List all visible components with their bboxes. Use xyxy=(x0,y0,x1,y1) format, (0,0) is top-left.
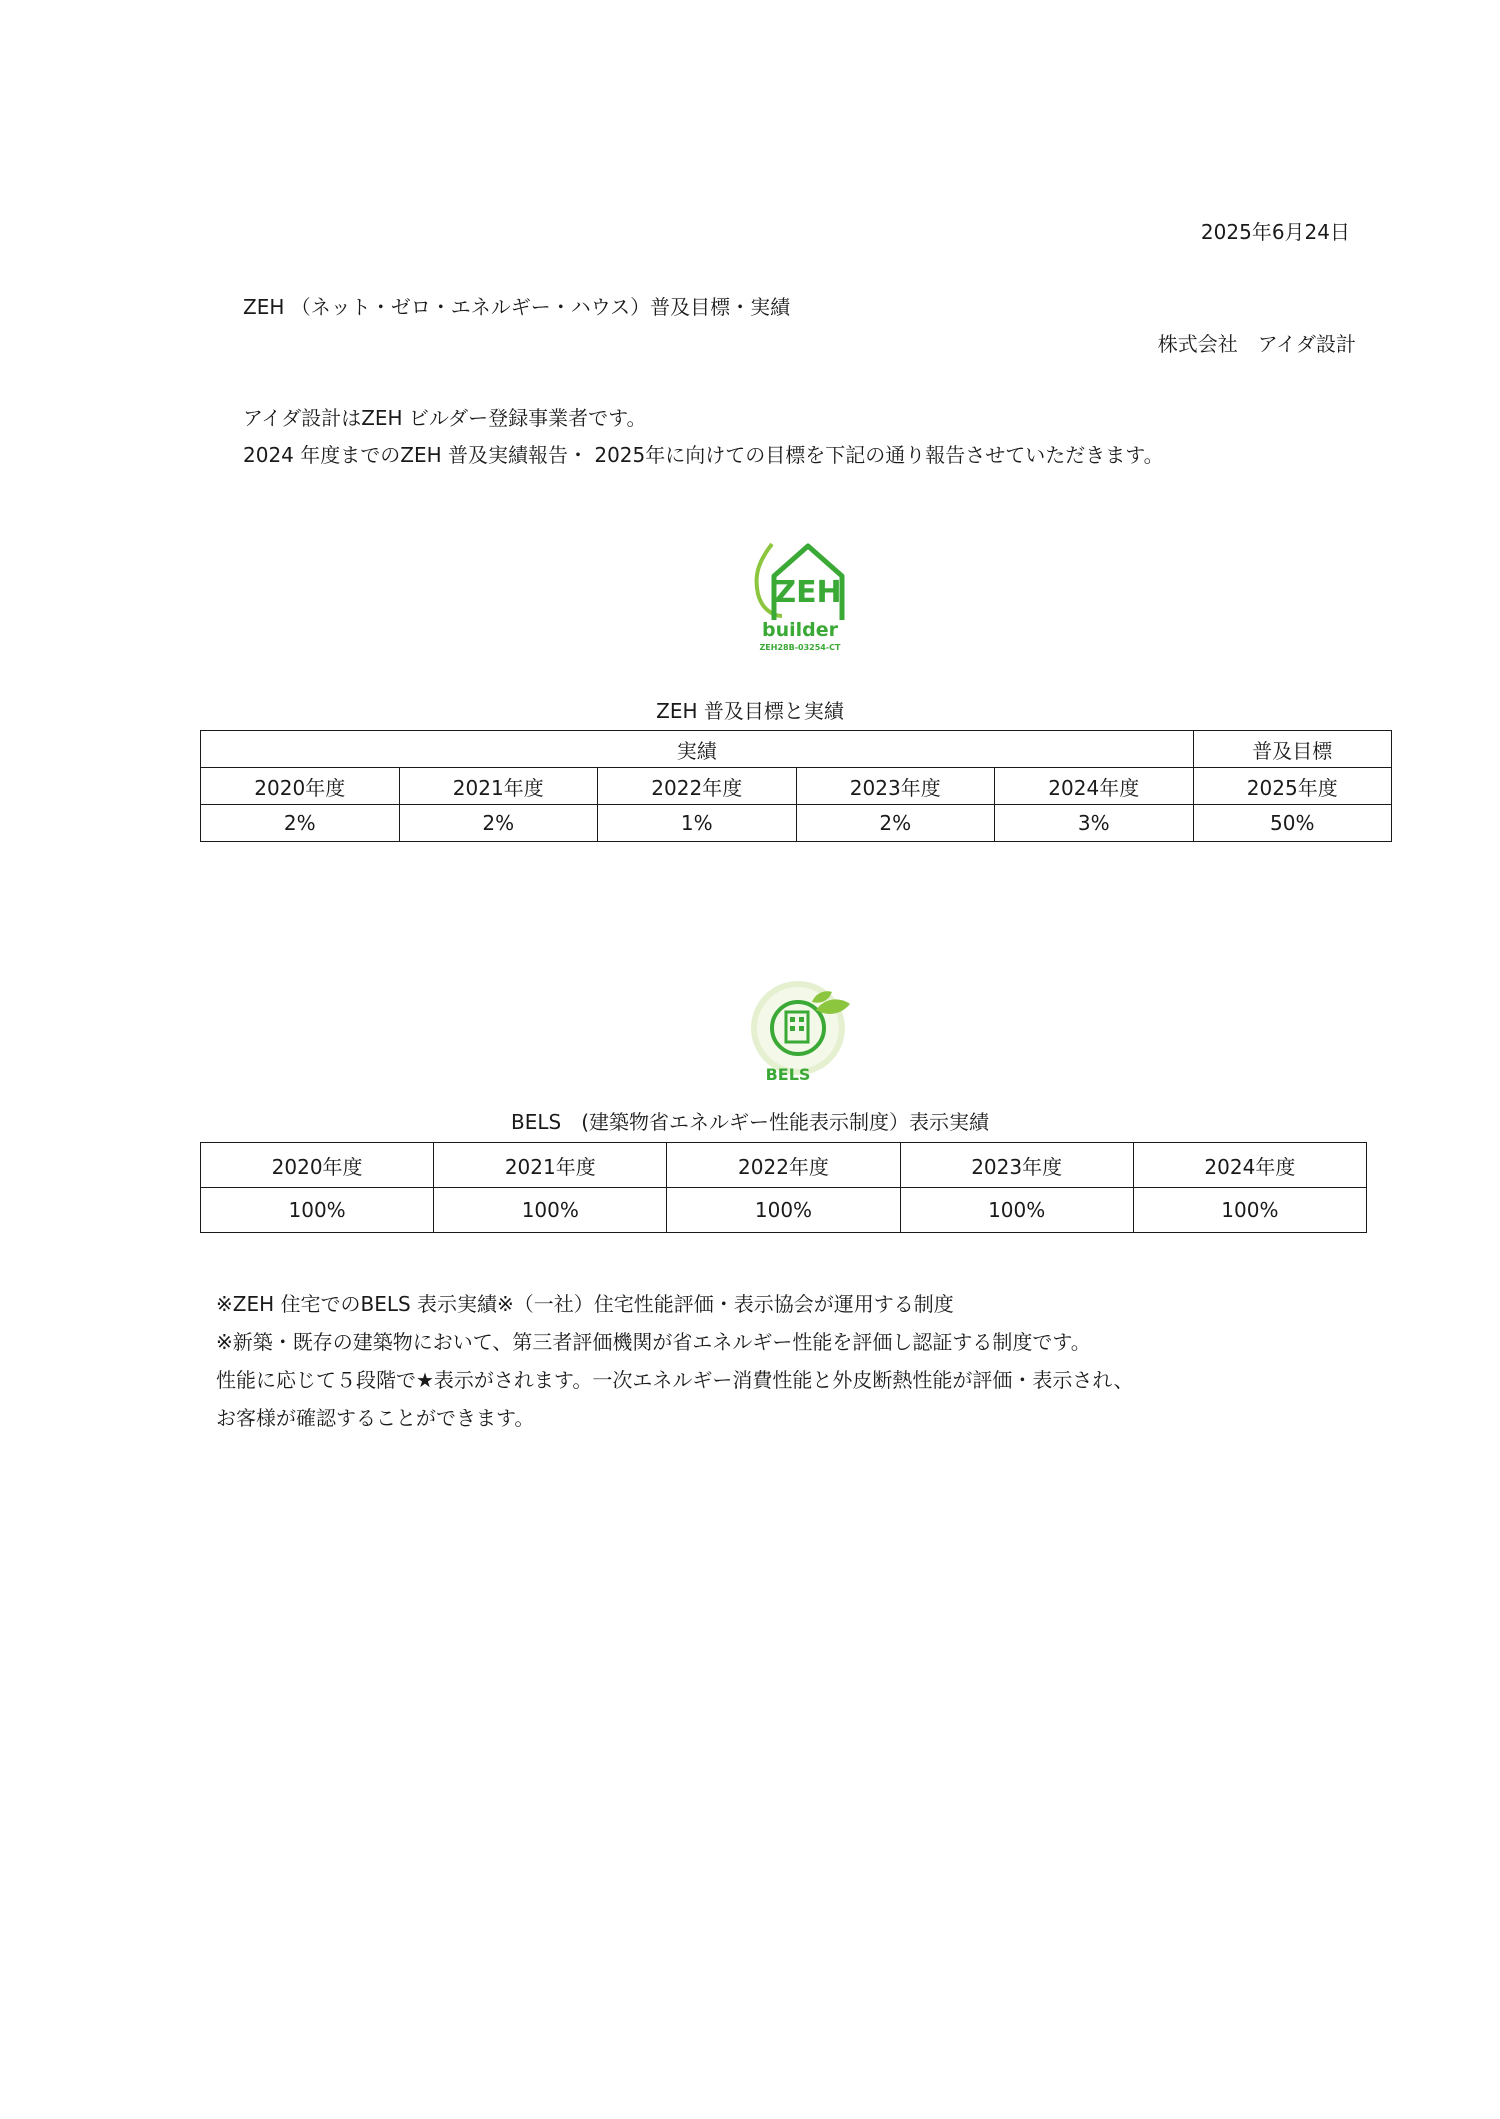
bels-value-cell: 100% xyxy=(900,1188,1133,1233)
zeh-logo-sub: builder xyxy=(761,619,839,641)
zeh-year-cell: 2023年度 xyxy=(796,768,995,805)
zeh-year-cell: 2024年度 xyxy=(995,768,1194,805)
intro-line-2: 2024 年度までのZEH 普及実績報告・ 2025年に向けての目標を下記の通り報告させていただきます。 xyxy=(243,443,1164,467)
zeh-logo-main: ZEH xyxy=(774,575,842,610)
zeh-year-cell: 2021年度 xyxy=(399,768,598,805)
zeh-builder-logo xyxy=(752,536,848,654)
bels-year-cell: 2022年度 xyxy=(667,1143,900,1188)
table-row xyxy=(201,731,1392,768)
bels-year-cell: 2023年度 xyxy=(900,1143,1133,1188)
bels-logo-text: BELS xyxy=(765,1065,811,1084)
note-line-3: 性能に応じて５段階で★表示がされます。一次エネルギー消費性能と外皮断熱性能が評価・表示され、 xyxy=(216,1368,1134,1392)
bels-value-cell: 100% xyxy=(201,1188,434,1233)
zeh-year-cell: 2020年度 xyxy=(201,768,400,805)
table-row xyxy=(201,1143,1367,1188)
note-line-2: ※新築・既存の建築物において、第三者評価機関が省エネルギー性能を評価し認証する制度です。 xyxy=(216,1330,1091,1354)
zeh-group-target: 普及目標 xyxy=(1193,731,1392,768)
bels-building-icon xyxy=(742,976,860,1088)
zeh-table xyxy=(200,730,1392,842)
zeh-value-cell: 2% xyxy=(796,805,995,842)
company-name: 株式会社 アイダ設計 xyxy=(1157,332,1356,356)
zeh-value-cell: 50% xyxy=(1193,805,1392,842)
table-row xyxy=(201,1188,1367,1233)
note-line-1: ※ZEH 住宅でのBELS 表示実績※（一社）住宅性能評価・表示協会が運用する制度 xyxy=(216,1292,954,1316)
zeh-year-cell: 2025年度 xyxy=(1193,768,1392,805)
zeh-table-caption: ZEH 普及目標と実績 xyxy=(656,699,844,723)
zeh-value-cell: 2% xyxy=(399,805,598,842)
zeh-house-icon xyxy=(752,536,848,654)
table-row xyxy=(201,805,1392,842)
document-date: 2025年6月24日 xyxy=(1200,220,1350,244)
note-line-4: お客様が確認することができます。 xyxy=(216,1406,535,1430)
zeh-group-actual: 実績 xyxy=(201,731,1194,768)
bels-year-cell: 2024年度 xyxy=(1133,1143,1366,1188)
bels-year-cell: 2021年度 xyxy=(434,1143,667,1188)
bels-value-cell: 100% xyxy=(434,1188,667,1233)
zeh-logo-code: ZEH28B-03254-CT xyxy=(759,643,841,652)
bels-year-cell: 2020年度 xyxy=(201,1143,434,1188)
zeh-value-cell: 2% xyxy=(201,805,400,842)
document-title: ZEH （ネット・ゼロ・エネルギー・ハウス）普及目標・実績 xyxy=(243,295,791,319)
bels-table-caption: BELS (建築物省エネルギー性能表示制度）表示実績 xyxy=(511,1110,989,1134)
intro-line-1: アイダ設計はZEH ビルダー登録事業者です。 xyxy=(243,406,647,430)
bels-value-cell: 100% xyxy=(667,1188,900,1233)
bels-value-cell: 100% xyxy=(1133,1188,1366,1233)
zeh-value-cell: 3% xyxy=(995,805,1194,842)
table-row xyxy=(201,768,1392,805)
zeh-value-cell: 1% xyxy=(598,805,797,842)
zeh-year-cell: 2022年度 xyxy=(598,768,797,805)
bels-table xyxy=(200,1142,1367,1233)
bels-logo xyxy=(742,976,860,1088)
